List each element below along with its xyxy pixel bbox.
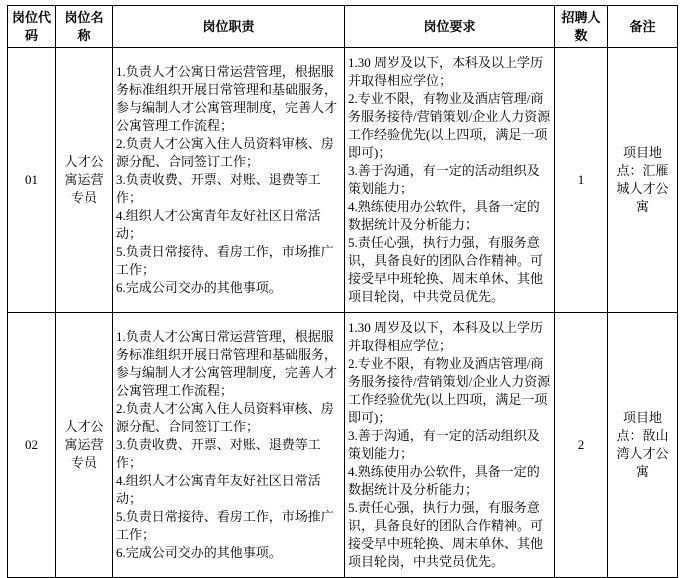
remark: 项目地点：汇雁城人才公寓 [608, 48, 678, 313]
table-row-01 [8, 48, 678, 313]
position-name: 人才公寓运营专员 [56, 48, 113, 313]
position-duties: 1.负责人才公寓日常运营管理，根据服务标准组织开展日常管理和基础服务，参与编制人才公寓管理制度，完善人才公寓管理工作流程； 2.负责人才公寓入住人员资料审核、房源分配、合同签订工作； 3.负责收费、开票、对账、退费等工作； 4.组织人才公寓青年友好社区日常活动； 5.负责日常接待、看房工作，市场推广工作； 6.完成公司交办的其他事项。 [113, 48, 345, 313]
header-position-requirements: 岗位要求 [345, 6, 555, 48]
position-duties: 1.负责人才公寓日常运营管理，根据服务标准组织开展日常管理和基础服务，参与编制人才公寓管理制度，完善人才公寓管理工作流程； 2.负责人才公寓入住人员资料审核、房源分配、合同签订工作； 3.负责收费、开票、对账、退费等工作； 4.组织人才公寓青年友好社区日常活动； 5.负责日常接待、看房工作，市场推广工作； 6.完成公司交办的其他事项。 [113, 313, 345, 578]
headcount: 1 [555, 48, 608, 313]
table-row-02 [8, 313, 678, 578]
header-remark: 备注 [608, 6, 678, 48]
job-positions-table [7, 5, 678, 578]
position-code: 02 [8, 313, 56, 578]
remark: 项目地点：敔山湾人才公寓 [608, 313, 678, 578]
header-position-name: 岗位名称 [56, 6, 113, 48]
position-name: 人才公寓运营专员 [56, 313, 113, 578]
header-headcount: 招聘人数 [555, 6, 608, 48]
headcount: 2 [555, 313, 608, 578]
position-requirements: 1.30 周岁及以下，本科及以上学历并取得相应学位； 2.专业不限，有物业及酒店管理/商务服务接待/营销策划/企业人力资源工作经验优先(以上四项，满足一项即可)； 3.善于沟通，有一定的活动组织及策划能力； 4.熟练使用办公软件，具备一定的数据统计及分析能力； 5.责任心强，执行力强，有服务意识，具备良好的团队合作精神。可接受早中班轮换、周末单休、其他项目轮岗，中共党员优先。 [345, 313, 555, 578]
header-position-code: 岗位代码 [8, 6, 56, 48]
header-position-duties: 岗位职责 [113, 6, 345, 48]
position-requirements: 1.30 周岁及以下，本科及以上学历并取得相应学位； 2.专业不限，有物业及酒店管理/商务服务接待/营销策划/企业人力资源工作经验优先(以上四项，满足一项即可)； 3.善于沟通，有一定的活动组织及策划能力； 4.熟练使用办公软件，具备一定的数据统计及分析能力； 5.责任心强，执行力强，有服务意识，具备良好的团队合作精神。可接受早中班轮换、周末单休、其他项目轮岗，中共党员优先。 [345, 48, 555, 313]
position-code: 01 [8, 48, 56, 313]
header-row [8, 6, 678, 48]
